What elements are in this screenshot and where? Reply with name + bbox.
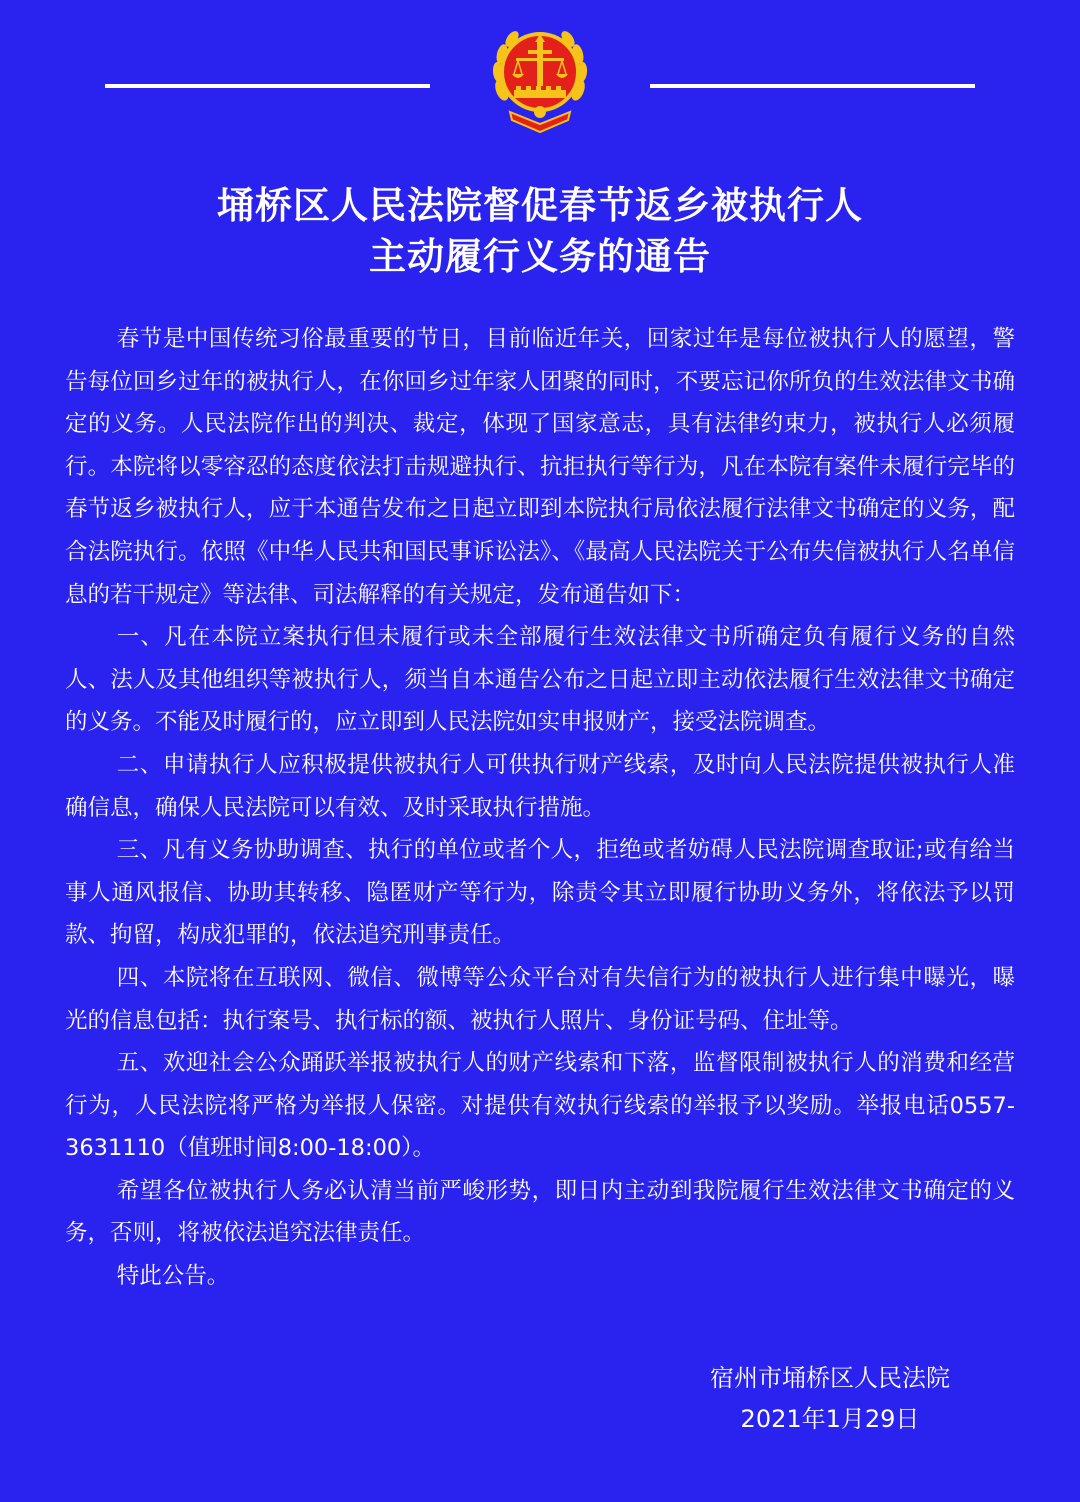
- paragraph-closing: 希望各位被执行人务必认清当前严峻形势，即日内主动到我院履行生效法律文书确定的义务，否则，将被依法追究法律责任。: [65, 1177, 1015, 1247]
- paragraph-item-5: 五、欢迎社会公众踊跃举报被执行人的财产线索和下落，监督限制被执行人的消费和经营行为，人民法院将严格为举报人保密。对提供有效执行线索的举报予以奖励。举报电话0557-3631110（值班时间8:00-18:00）。: [65, 1050, 1015, 1162]
- paragraph-item-1: 一、凡在本院立案执行但未履行或未全部履行生效法律文书所确定负有履行义务的自然人、法人及其他组织等被执行人，须当自本通告公布之日起立即主动依法履行生效法律文书确定的义务。不能及时履行的，应立即到人民法院如实申报财产，接受法院调查。: [65, 624, 1015, 736]
- title-line-2: 主动履行义务的通告: [369, 235, 711, 278]
- notice-body: [65, 318, 1015, 1298]
- court-emblem-icon: [488, 20, 592, 134]
- paragraph-item-2: 二、申请执行人应积极提供被执行人可供执行财产线索，及时向人民法院提供被执行人准确信息，确保人民法院可以有效、及时采取执行措施。: [65, 751, 1015, 821]
- signature-organization: 宿州市埇桥区人民法院: [710, 1364, 950, 1392]
- paragraph-announcement: 特此公告。: [116, 1263, 230, 1290]
- header-rule-right: [650, 84, 975, 88]
- paragraph-item-4: 四、本院将在互联网、微信、微博等公众平台对有失信行为的被执行人进行集中曝光，曝光的信息包括：执行案号、执行标的额、被执行人照片、身份证号码、住址等。: [65, 964, 1015, 1034]
- header-rule-left: [105, 84, 430, 88]
- signature-date: 2021年1月29日: [740, 1405, 920, 1433]
- paragraph-item-3: 三、凡有义务协助调查、执行的单位或者个人，拒绝或者妨碍人民法院调查取证;或有给当事人通风报信、协助其转移、隐匿财产等行为，除责令其立即履行协助义务外，将依法予以罚款、拘留，构成犯罪的，依法追究刑事责任。: [65, 837, 1015, 949]
- title-line-1: 埇桥区人民法院督促春节返乡被执行人: [217, 184, 863, 227]
- paragraph-intro: 春节是中国传统习俗最重要的节日，目前临近年关，回家过年是每位被执行人的愿望，警告每位回乡过年的被执行人，在你回乡过年家人团聚的同时，不要忘记你所负的生效法律文书确定的义务。人民法院作出的判决、裁定，体现了国家意志，具有法律约束力，被执行人必须履行。本院将以零容忍的态度依法打击规避执行、抗拒执行等行为，凡在本院有案件未履行完毕的春节返乡被执行人，应于本通告发布之日起立即到本院执行局依法履行法律文书确定的义务，配合法院执行。依照《中华人民共和国民事诉讼法》、《最高人民法院关于公布失信被执行人名单信息的若干规定》等法律、司法解释的有关规定，发布通告如下：: [65, 326, 1015, 608]
- notice-title: [0, 180, 1080, 282]
